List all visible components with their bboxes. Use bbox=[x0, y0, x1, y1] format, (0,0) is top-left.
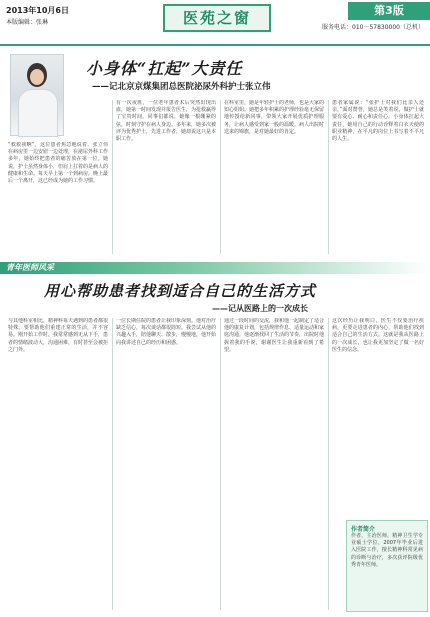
story1-subheadline: ——记北京京煤集团总医院泌尿外科护士张立伟 bbox=[92, 82, 271, 92]
story1-text-4: 患者家属说：“张护士对我们比亲人还亲。”面对赞誉，她总是笑着说，做护士就要有爱心、耐心和责任心。小身体扛起大责任，她用自己的行动诠释着白衣天使的职业精神，在平凡的岗位上书写着不平凡的人生。 bbox=[332, 100, 424, 143]
contact-phone: 服务电话：010－57830000（总机） bbox=[322, 24, 424, 31]
story2-text-1: 与其他科室相比，精神科每天遇到的患者都很特殊。要帮助他们重建正常的生活，并不容易。刚开始工作时，我常常感到无从下手，患者的情绪波动大，沟通困难，有时甚至会被拒之门外。 bbox=[8, 318, 108, 353]
story1-text-1: “救救我啊”，这位患者焦急地说着。张立伟在病房里一边安慰一边处理，在泌尿外科工作多年，她始终把患者的痛苦放在第一位。她说，护士虽然身体小，但肩上扛着的是病人的健康和生命。每天早上第一个到病房，晚上最后一个离开，这已经成为她的工作习惯。 bbox=[8, 142, 108, 185]
story2-text-3: 通过一段时间的交流，我和他一起制定了适合他的康复计划，包括规律作息、适量运动和家庭沟通。他逐渐找回了生活的节奏，出院时他握着我的手说，谢谢医生让我重新看到了希望。 bbox=[224, 318, 324, 353]
section-band bbox=[0, 262, 430, 274]
story1-headline: 小身体“扛起”大责任 bbox=[86, 59, 243, 78]
column-divider bbox=[328, 318, 329, 610]
story1-column-2 bbox=[116, 100, 216, 256]
story1-text-3: 在科室里，她是年轻护士的老师，也是大家的知心姐姐。她把多年积累的护理经验毫无保留地传授给新同事，带领大家开展优质护理服务，让病人感受到家一般的温暖。病人出院时送来的锦旗，是对她最好的肯定。 bbox=[224, 100, 324, 135]
story1-column-1 bbox=[8, 142, 108, 256]
photo-face bbox=[30, 69, 44, 85]
story2-subheadline: ——记从医路上的一次成长 bbox=[212, 304, 308, 313]
column-divider bbox=[220, 100, 221, 254]
story1-column-3 bbox=[224, 100, 324, 256]
column-divider bbox=[112, 100, 113, 254]
page-number-badge: 第3版 bbox=[348, 2, 430, 20]
column-divider bbox=[328, 100, 329, 254]
author-bio-title: 作者简介 bbox=[351, 526, 376, 533]
story2-text-2: 一位长期住院的患者让我印象深刻。他对治疗缺乏信心，每次谈话都很简短。我尝试从他的兴趣入手，陪他聊天、散步，慢慢地，他开始向我讲述自己的经历和困惑。 bbox=[116, 318, 216, 346]
page-editor: 本版编辑：张琳 bbox=[6, 19, 49, 26]
story2-column-4 bbox=[332, 318, 424, 514]
section-band-label: 青年医师风采 bbox=[6, 263, 54, 272]
story2-column-2 bbox=[116, 318, 216, 610]
story-nurse-profile bbox=[0, 48, 430, 260]
story2-column-3 bbox=[224, 318, 324, 610]
story2-column-1 bbox=[8, 318, 108, 610]
photo-coat bbox=[18, 89, 58, 137]
column-divider bbox=[112, 318, 113, 610]
issue-date: 2013年10月6日 bbox=[6, 6, 69, 15]
story2-text-4: 这次经历让我明白，医生不仅要治疗疾病，更要走进患者的内心，帮助他们找到适合自己的生活方式。这就是我从医路上的一次成长，也让我更加坚定了做一名好医生的信念。 bbox=[332, 318, 424, 353]
author-bio-text: 作者，主治医师，精神卫生学专业硕士学位，2007年毕业后进入医院工作，擅长精神科常见病的诊断与治疗，多次获评院级优秀青年医师。 bbox=[351, 533, 423, 568]
author-bio-box bbox=[346, 520, 428, 612]
section-title: 医苑之窗 bbox=[163, 4, 271, 32]
newspaper-header bbox=[0, 0, 430, 46]
story2-headline: 用心帮助患者找到适合自己的生活方式 bbox=[44, 282, 317, 300]
story1-column-4 bbox=[332, 100, 424, 256]
nurse-photo bbox=[10, 54, 64, 136]
story1-text-2: 有一次夜班，一位老年患者术后突然出现出血，她第一时间发现并报告医生，为抢救赢得了宝贵时间。同事们都说，她像一根绷紧的弦，时刻守护在病人身边。多年来，她多次被评为优秀护士，先进工作者，她却说这只是本职工作。 bbox=[116, 100, 216, 143]
column-divider bbox=[220, 318, 221, 610]
